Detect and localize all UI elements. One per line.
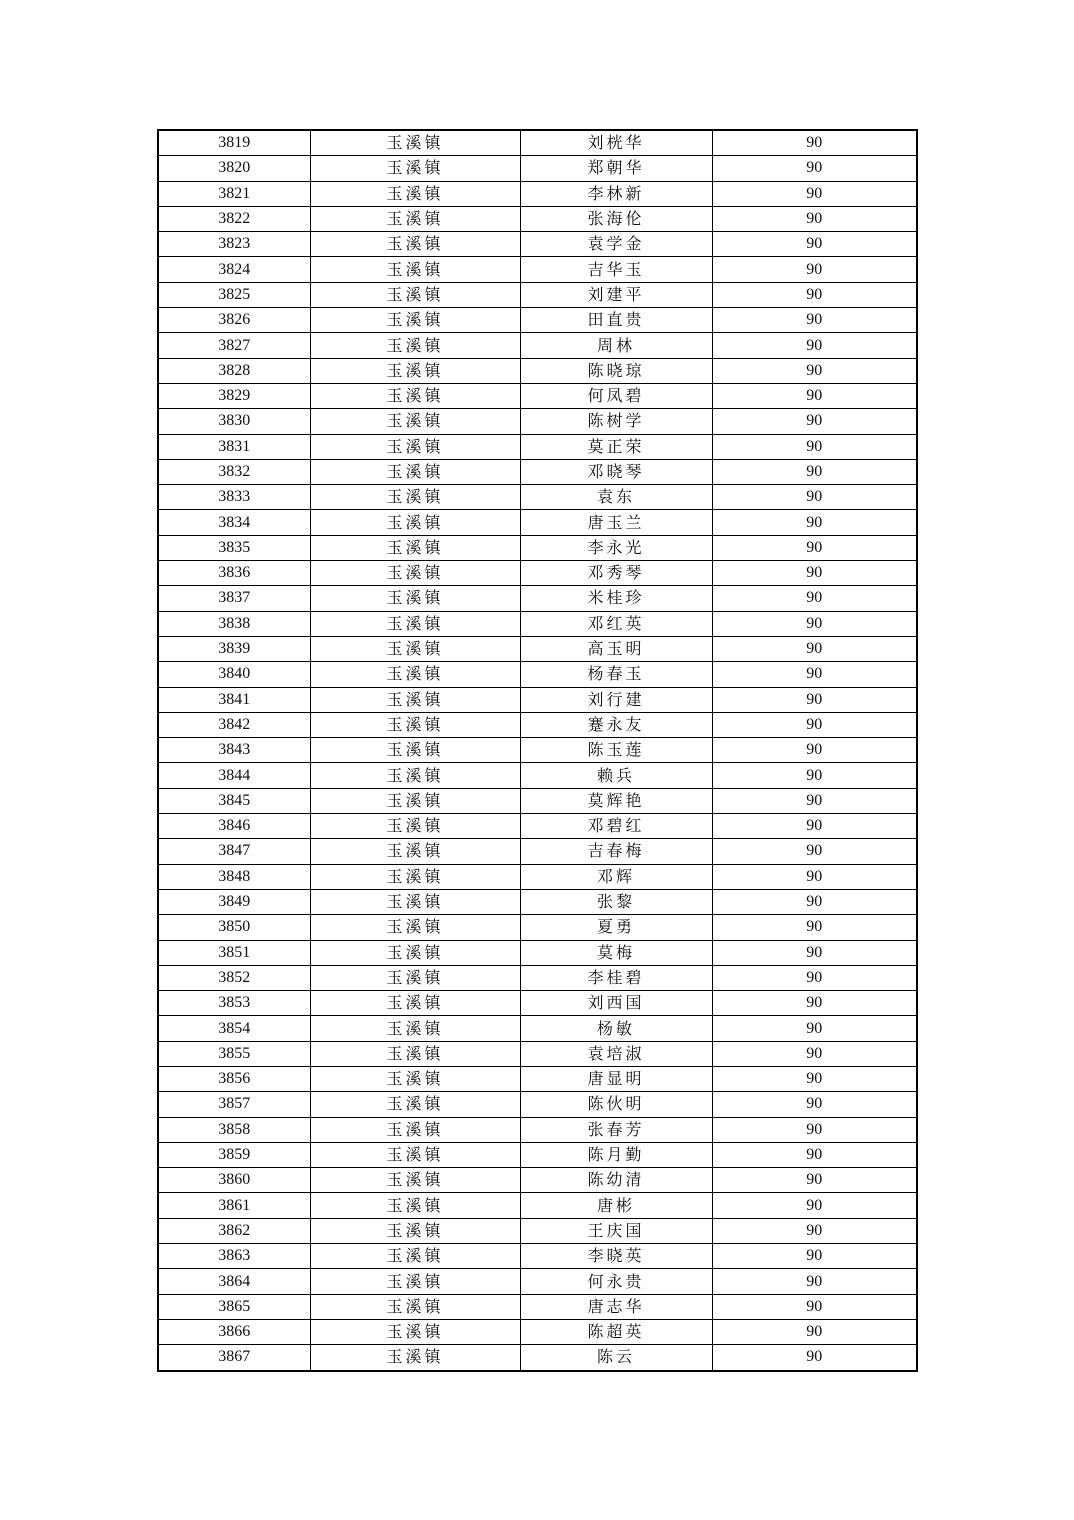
cell-score: 90: [712, 535, 917, 560]
table-row: [158, 687, 917, 712]
cell-town: 玉溪镇: [310, 1193, 520, 1218]
table-row: [158, 459, 917, 484]
cell-name: 米桂珍: [520, 586, 712, 611]
cell-town: 玉溪镇: [310, 864, 520, 889]
table-row: [158, 1142, 917, 1167]
cell-name: 唐彬: [520, 1193, 712, 1218]
cell-score: 90: [712, 1041, 917, 1066]
table-row: [158, 383, 917, 408]
cell-name: 陈伙明: [520, 1092, 712, 1117]
cell-town: 玉溪镇: [310, 308, 520, 333]
cell-name: 陈玉莲: [520, 738, 712, 763]
cell-score: 90: [712, 1193, 917, 1218]
table-row: [158, 130, 917, 156]
cell-id: 3837: [158, 586, 310, 611]
cell-town: 玉溪镇: [310, 965, 520, 990]
cell-name: 赖兵: [520, 763, 712, 788]
cell-name: 张海伦: [520, 206, 712, 231]
cell-name: 李永光: [520, 535, 712, 560]
cell-town: 玉溪镇: [310, 1016, 520, 1041]
cell-id: 3823: [158, 232, 310, 257]
cell-id: 3848: [158, 864, 310, 889]
table-row: [158, 333, 917, 358]
cell-score: 90: [712, 763, 917, 788]
cell-town: 玉溪镇: [310, 1092, 520, 1117]
cell-id: 3862: [158, 1218, 310, 1243]
cell-name: 张黎: [520, 889, 712, 914]
cell-id: 3850: [158, 915, 310, 940]
table-row: [158, 738, 917, 763]
cell-id: 3858: [158, 1117, 310, 1142]
cell-town: 玉溪镇: [310, 636, 520, 661]
cell-name: 何永贵: [520, 1269, 712, 1294]
cell-id: 3829: [158, 383, 310, 408]
cell-score: 90: [712, 232, 917, 257]
cell-score: 90: [712, 459, 917, 484]
cell-score: 90: [712, 864, 917, 889]
cell-town: 玉溪镇: [310, 358, 520, 383]
cell-name: 唐志华: [520, 1294, 712, 1319]
cell-town: 玉溪镇: [310, 1345, 520, 1371]
table-row: [158, 662, 917, 687]
cell-town: 玉溪镇: [310, 1269, 520, 1294]
table-row: [158, 485, 917, 510]
table-body: [158, 130, 917, 1371]
cell-name: 蹇永友: [520, 712, 712, 737]
cell-id: 3840: [158, 662, 310, 687]
cell-score: 90: [712, 333, 917, 358]
cell-score: 90: [712, 383, 917, 408]
cell-name: 陈云: [520, 1345, 712, 1371]
cell-score: 90: [712, 181, 917, 206]
cell-id: 3822: [158, 206, 310, 231]
cell-town: 玉溪镇: [310, 510, 520, 535]
cell-name: 李林新: [520, 181, 712, 206]
table-row: [158, 358, 917, 383]
cell-id: 3867: [158, 1345, 310, 1371]
cell-score: 90: [712, 1269, 917, 1294]
cell-town: 玉溪镇: [310, 788, 520, 813]
cell-town: 玉溪镇: [310, 282, 520, 307]
cell-score: 90: [712, 358, 917, 383]
cell-name: 吉华玉: [520, 257, 712, 282]
cell-name: 陈晓琼: [520, 358, 712, 383]
cell-id: 3824: [158, 257, 310, 282]
cell-id: 3820: [158, 156, 310, 181]
table-row: [158, 965, 917, 990]
cell-town: 玉溪镇: [310, 1218, 520, 1243]
table-row: [158, 1041, 917, 1066]
cell-town: 玉溪镇: [310, 485, 520, 510]
cell-town: 玉溪镇: [310, 1066, 520, 1091]
cell-id: 3844: [158, 763, 310, 788]
cell-town: 玉溪镇: [310, 991, 520, 1016]
table-row: [158, 915, 917, 940]
cell-id: 3828: [158, 358, 310, 383]
cell-name: 郑朝华: [520, 156, 712, 181]
cell-name: 张春芳: [520, 1117, 712, 1142]
cell-score: 90: [712, 889, 917, 914]
cell-town: 玉溪镇: [310, 662, 520, 687]
cell-town: 玉溪镇: [310, 130, 520, 156]
cell-score: 90: [712, 586, 917, 611]
cell-score: 90: [712, 1142, 917, 1167]
cell-score: 90: [712, 839, 917, 864]
cell-town: 玉溪镇: [310, 940, 520, 965]
cell-town: 玉溪镇: [310, 1117, 520, 1142]
table-row: [158, 839, 917, 864]
cell-id: 3839: [158, 636, 310, 661]
cell-score: 90: [712, 712, 917, 737]
cell-id: 3834: [158, 510, 310, 535]
cell-id: 3864: [158, 1269, 310, 1294]
cell-score: 90: [712, 130, 917, 156]
table-row: [158, 434, 917, 459]
cell-town: 玉溪镇: [310, 383, 520, 408]
cell-town: 玉溪镇: [310, 763, 520, 788]
cell-town: 玉溪镇: [310, 1319, 520, 1344]
cell-id: 3859: [158, 1142, 310, 1167]
table-row: [158, 1066, 917, 1091]
cell-town: 玉溪镇: [310, 611, 520, 636]
cell-id: 3863: [158, 1244, 310, 1269]
cell-id: 3842: [158, 712, 310, 737]
cell-name: 莫梅: [520, 940, 712, 965]
cell-id: 3819: [158, 130, 310, 156]
cell-id: 3857: [158, 1092, 310, 1117]
cell-score: 90: [712, 206, 917, 231]
table-row: [158, 788, 917, 813]
table-row: [158, 1218, 917, 1243]
table-row: [158, 763, 917, 788]
cell-id: 3855: [158, 1041, 310, 1066]
cell-id: 3830: [158, 409, 310, 434]
table-row: [158, 409, 917, 434]
cell-name: 袁学金: [520, 232, 712, 257]
cell-score: 90: [712, 788, 917, 813]
data-table: [157, 129, 918, 1372]
cell-score: 90: [712, 1016, 917, 1041]
cell-name: 唐显明: [520, 1066, 712, 1091]
table-row: [158, 991, 917, 1016]
cell-score: 90: [712, 561, 917, 586]
table-row: [158, 712, 917, 737]
cell-town: 玉溪镇: [310, 1294, 520, 1319]
cell-score: 90: [712, 1345, 917, 1371]
table-row: [158, 1294, 917, 1319]
cell-score: 90: [712, 1218, 917, 1243]
cell-id: 3854: [158, 1016, 310, 1041]
cell-name: 邓晓琴: [520, 459, 712, 484]
cell-score: 90: [712, 915, 917, 940]
cell-name: 唐玉兰: [520, 510, 712, 535]
cell-name: 夏勇: [520, 915, 712, 940]
cell-town: 玉溪镇: [310, 889, 520, 914]
cell-score: 90: [712, 1319, 917, 1344]
cell-name: 李晓英: [520, 1244, 712, 1269]
cell-id: 3833: [158, 485, 310, 510]
cell-town: 玉溪镇: [310, 535, 520, 560]
cell-score: 90: [712, 434, 917, 459]
cell-town: 玉溪镇: [310, 1041, 520, 1066]
table-row: [158, 1345, 917, 1371]
cell-town: 玉溪镇: [310, 257, 520, 282]
table-row: [158, 561, 917, 586]
table-row: [158, 864, 917, 889]
cell-name: 邓红英: [520, 611, 712, 636]
table-row: [158, 940, 917, 965]
cell-town: 玉溪镇: [310, 561, 520, 586]
cell-score: 90: [712, 257, 917, 282]
cell-score: 90: [712, 1117, 917, 1142]
cell-town: 玉溪镇: [310, 1244, 520, 1269]
cell-score: 90: [712, 1168, 917, 1193]
cell-name: 田直贵: [520, 308, 712, 333]
table-row: [158, 156, 917, 181]
cell-score: 90: [712, 510, 917, 535]
cell-name: 邓碧红: [520, 814, 712, 839]
cell-score: 90: [712, 965, 917, 990]
cell-id: 3821: [158, 181, 310, 206]
cell-town: 玉溪镇: [310, 409, 520, 434]
cell-name: 李桂碧: [520, 965, 712, 990]
cell-score: 90: [712, 485, 917, 510]
cell-score: 90: [712, 636, 917, 661]
table-row: [158, 1193, 917, 1218]
cell-town: 玉溪镇: [310, 586, 520, 611]
cell-id: 3851: [158, 940, 310, 965]
table-row: [158, 308, 917, 333]
cell-score: 90: [712, 409, 917, 434]
cell-name: 刘行建: [520, 687, 712, 712]
table-row: [158, 232, 917, 257]
cell-town: 玉溪镇: [310, 839, 520, 864]
cell-town: 玉溪镇: [310, 434, 520, 459]
cell-name: 邓辉: [520, 864, 712, 889]
table-row: [158, 1168, 917, 1193]
cell-town: 玉溪镇: [310, 232, 520, 257]
cell-score: 90: [712, 687, 917, 712]
cell-name: 何凤碧: [520, 383, 712, 408]
cell-name: 高玉明: [520, 636, 712, 661]
cell-score: 90: [712, 738, 917, 763]
cell-name: 邓秀琴: [520, 561, 712, 586]
cell-id: 3846: [158, 814, 310, 839]
cell-town: 玉溪镇: [310, 1168, 520, 1193]
cell-id: 3825: [158, 282, 310, 307]
table-row: [158, 1117, 917, 1142]
table-row: [158, 611, 917, 636]
cell-id: 3866: [158, 1319, 310, 1344]
cell-id: 3856: [158, 1066, 310, 1091]
cell-name: 杨敏: [520, 1016, 712, 1041]
cell-score: 90: [712, 991, 917, 1016]
cell-name: 吉春梅: [520, 839, 712, 864]
cell-name: 刘西国: [520, 991, 712, 1016]
cell-name: 陈超英: [520, 1319, 712, 1344]
cell-name: 陈月勤: [520, 1142, 712, 1167]
cell-name: 王庆国: [520, 1218, 712, 1243]
cell-town: 玉溪镇: [310, 1142, 520, 1167]
table-row: [158, 1244, 917, 1269]
cell-id: 3845: [158, 788, 310, 813]
cell-town: 玉溪镇: [310, 181, 520, 206]
table-row: [158, 586, 917, 611]
cell-town: 玉溪镇: [310, 712, 520, 737]
cell-town: 玉溪镇: [310, 156, 520, 181]
cell-name: 莫正荣: [520, 434, 712, 459]
table-row: [158, 814, 917, 839]
cell-town: 玉溪镇: [310, 333, 520, 358]
cell-name: 杨春玉: [520, 662, 712, 687]
cell-score: 90: [712, 1092, 917, 1117]
table-row: [158, 257, 917, 282]
cell-id: 3827: [158, 333, 310, 358]
table-row: [158, 889, 917, 914]
cell-name: 陈幼清: [520, 1168, 712, 1193]
table-row: [158, 535, 917, 560]
cell-name: 刘建平: [520, 282, 712, 307]
cell-id: 3853: [158, 991, 310, 1016]
cell-id: 3838: [158, 611, 310, 636]
cell-score: 90: [712, 611, 917, 636]
table-row: [158, 636, 917, 661]
cell-name: 刘桄华: [520, 130, 712, 156]
cell-town: 玉溪镇: [310, 459, 520, 484]
cell-town: 玉溪镇: [310, 814, 520, 839]
table-row: [158, 206, 917, 231]
cell-id: 3852: [158, 965, 310, 990]
cell-score: 90: [712, 308, 917, 333]
cell-town: 玉溪镇: [310, 687, 520, 712]
cell-town: 玉溪镇: [310, 206, 520, 231]
cell-name: 莫辉艳: [520, 788, 712, 813]
table-row: [158, 1016, 917, 1041]
cell-score: 90: [712, 662, 917, 687]
table-row: [158, 282, 917, 307]
cell-id: 3841: [158, 687, 310, 712]
cell-score: 90: [712, 282, 917, 307]
cell-name: 陈树学: [520, 409, 712, 434]
cell-score: 90: [712, 1066, 917, 1091]
cell-id: 3847: [158, 839, 310, 864]
cell-id: 3832: [158, 459, 310, 484]
cell-town: 玉溪镇: [310, 738, 520, 763]
cell-name: 袁培淑: [520, 1041, 712, 1066]
table-row: [158, 510, 917, 535]
table-row: [158, 1092, 917, 1117]
cell-id: 3826: [158, 308, 310, 333]
cell-id: 3843: [158, 738, 310, 763]
cell-score: 90: [712, 156, 917, 181]
cell-score: 90: [712, 1244, 917, 1269]
cell-id: 3831: [158, 434, 310, 459]
cell-name: 周林: [520, 333, 712, 358]
cell-id: 3849: [158, 889, 310, 914]
table-row: [158, 181, 917, 206]
cell-id: 3835: [158, 535, 310, 560]
cell-score: 90: [712, 1294, 917, 1319]
cell-score: 90: [712, 814, 917, 839]
table-row: [158, 1269, 917, 1294]
cell-town: 玉溪镇: [310, 915, 520, 940]
cell-score: 90: [712, 940, 917, 965]
cell-id: 3865: [158, 1294, 310, 1319]
table-row: [158, 1319, 917, 1344]
cell-id: 3860: [158, 1168, 310, 1193]
cell-id: 3836: [158, 561, 310, 586]
cell-name: 袁东: [520, 485, 712, 510]
cell-id: 3861: [158, 1193, 310, 1218]
